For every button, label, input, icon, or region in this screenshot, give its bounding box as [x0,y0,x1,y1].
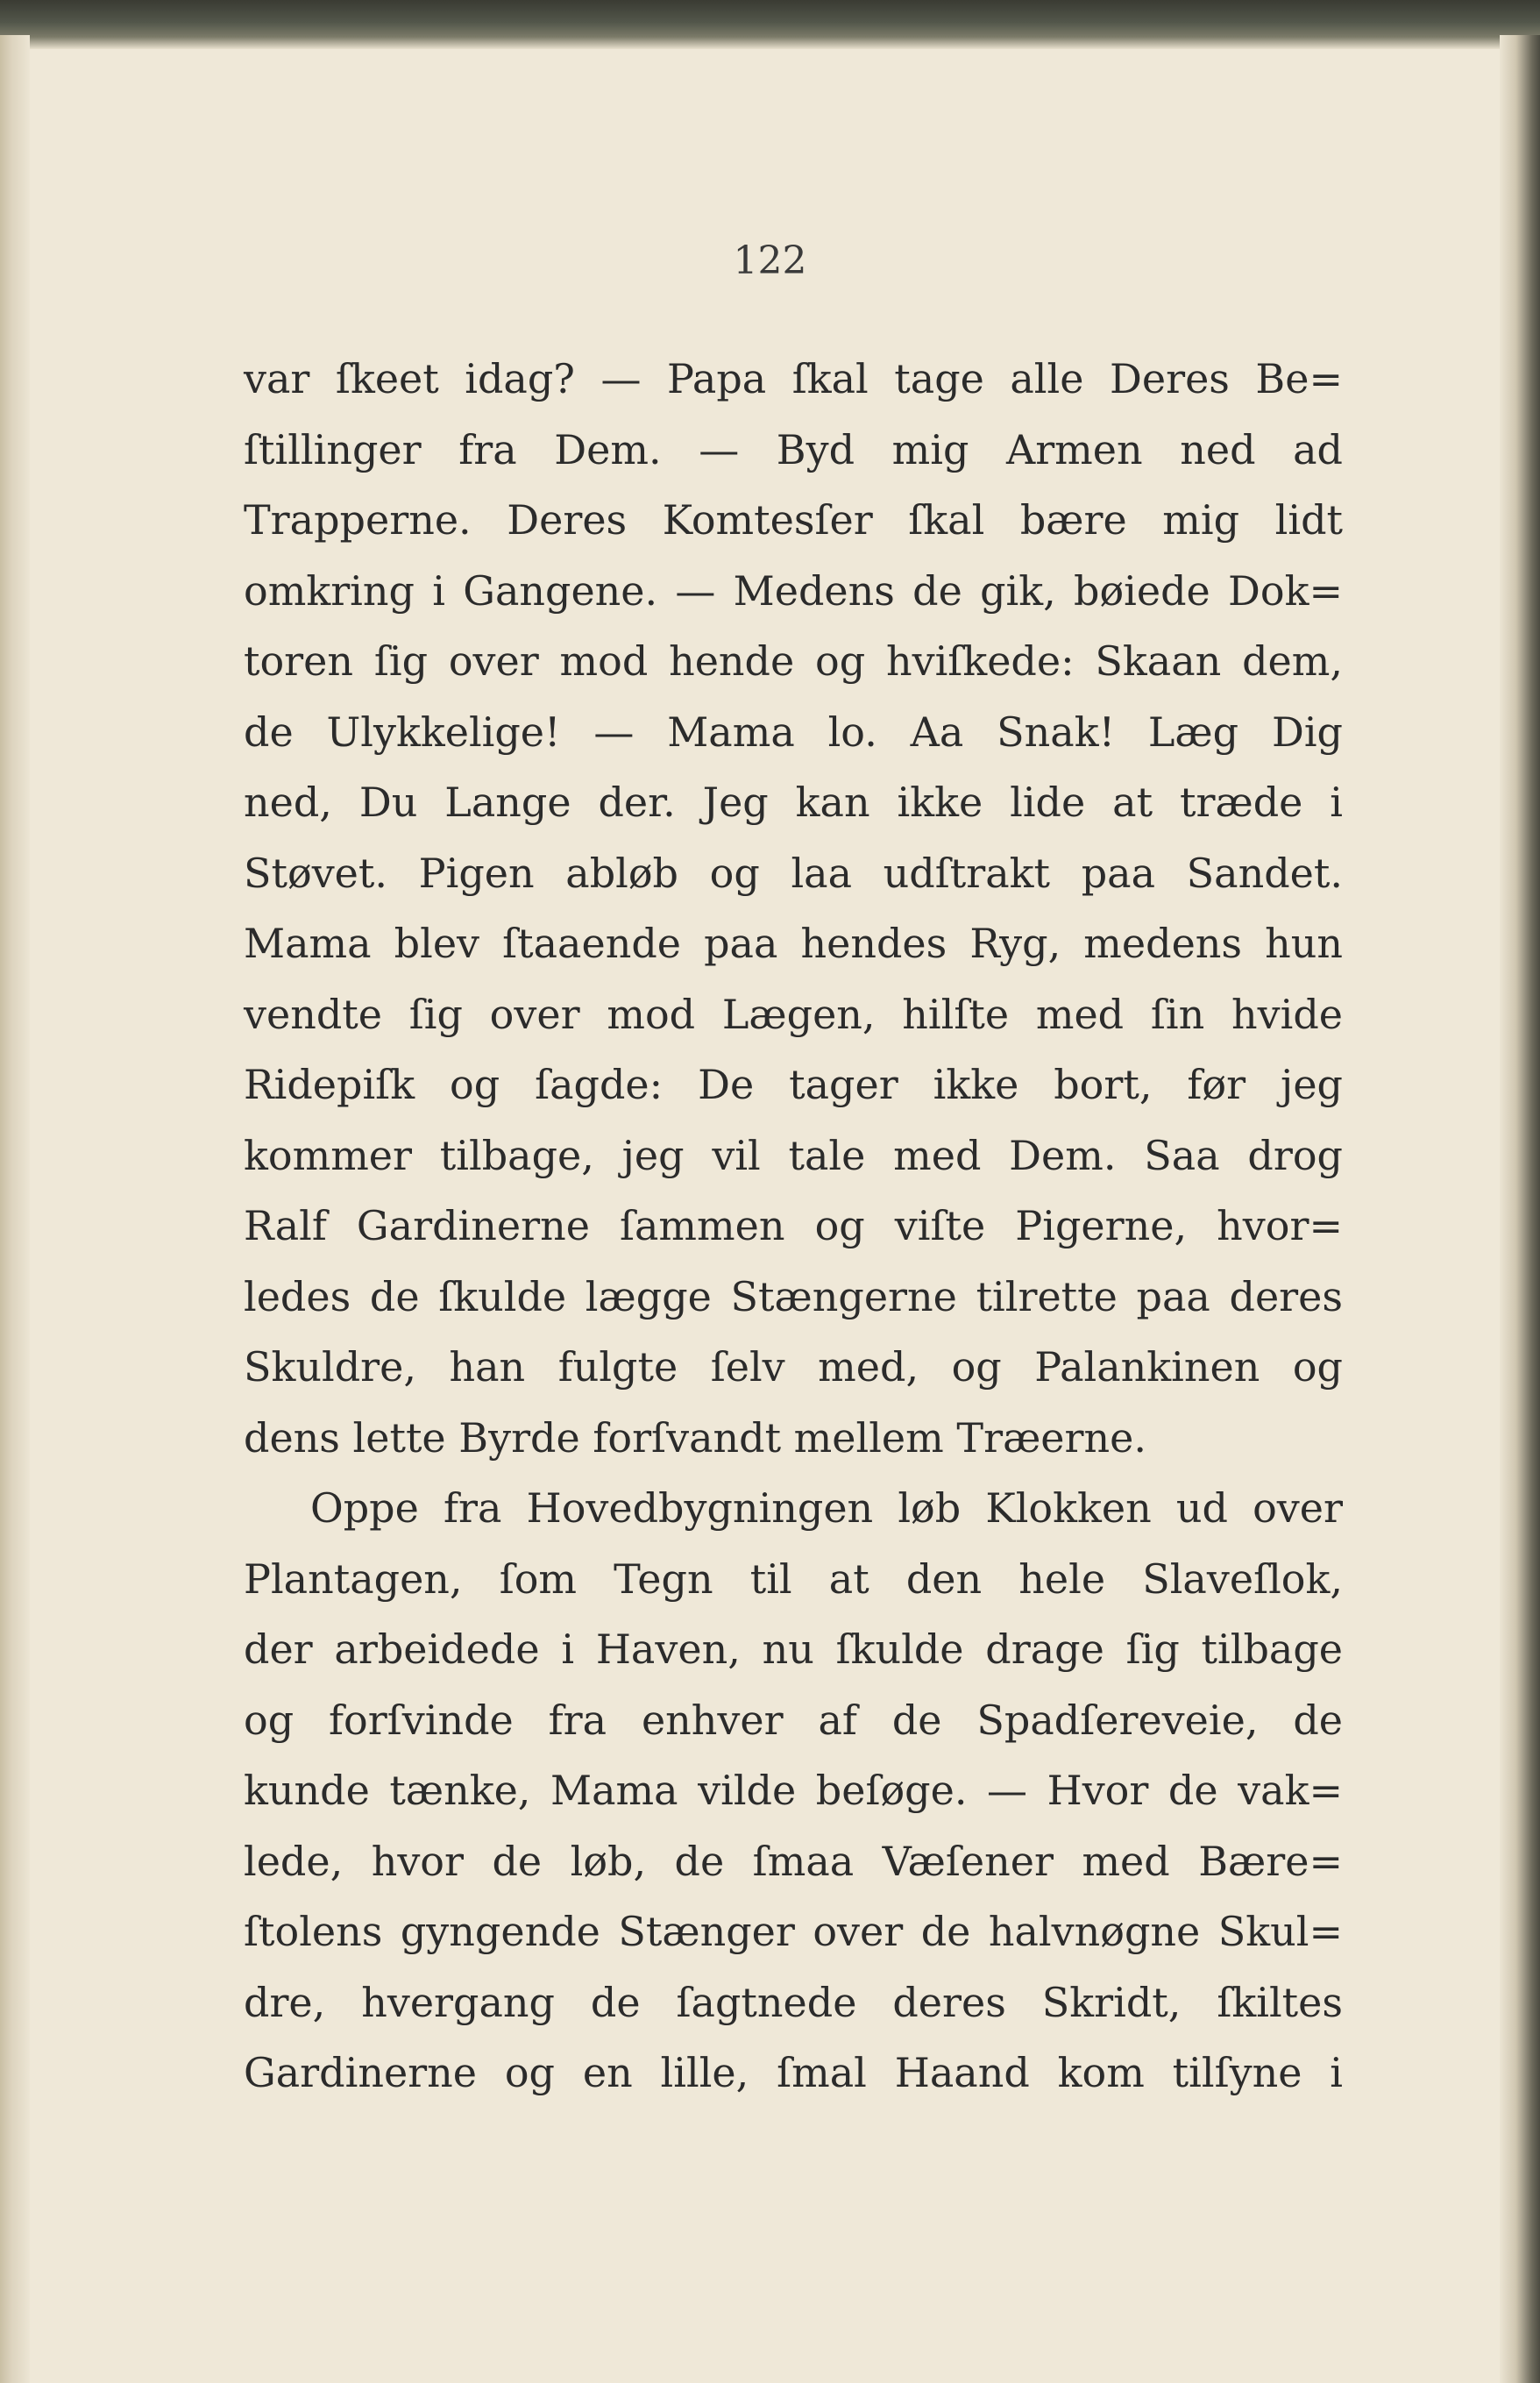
text-line: kunde tænke, Mama vilde beſøge. — Hvor de vak= [244,1767,1343,1814]
book-top-edge [0,0,1540,49]
text-line: dens lette Byrde forſvandt mellem Træerne. [244,1413,1146,1462]
text-line: Oppe fra Hovedbygningen løb Klokken ud over [310,1484,1343,1532]
text-line: og forſvinde fra enhver af de Spadſereveie, de [244,1696,1343,1744]
text-line: vendte ſig over mod Lægen, hilſte med ſin hvide [244,990,1343,1038]
text-line: de Ulykkelige! — Mama lo. Aa Snak! Læg Dig [244,708,1343,756]
body-text [244,344,1343,2109]
text-line: ſtolens gyngende Stænger over de halvnøgne Skul= [244,1908,1343,1955]
text-line: Plantagen, ſom Tegn til at den hele Slaveſlok, [244,1554,1343,1603]
text-line: Trapperne. Deres Komtesſer ſkal bære mig lidt [244,496,1343,544]
text-line: omkring i Gangene. — Medens de gik, bøiede Dok= [244,566,1343,615]
text-line: Skuldre, han fulgte ſelv med, og Palankinen og [244,1343,1343,1391]
text-line: Mama blev ſtaaende paa hendes Ryg, medens hun [244,920,1343,967]
text-line: kommer tilbage, jeg vil tale med Dem. Saa drog [244,1131,1343,1179]
page-number: 122 [733,238,807,283]
text-line: ſtillinger fra Dem. — Byd mig Armen ned ad [244,425,1343,473]
text-line: var ſkeet idag? — Papa ſkal tage alle Deres Be= [244,355,1343,402]
text-line: der arbeidede i Haven, nu ſkulde drage ſig tilbage [244,1625,1343,1673]
text-line: Ralf Gardinerne ſammen og viſte Pigerne, hvor= [244,1202,1343,1249]
text-line: toren ſig over mod hende og hviſkede: Skaan dem, [244,637,1343,685]
text-line: dre, hvergang de ſagtnede deres Skridt, ſkiltes [244,1978,1343,2026]
text-line: Gardinerne og en lille, ſmal Haand kom tilſyne i [244,2049,1343,2096]
text-line: Ridepiſk og ſagde: De tager ikke bort, før jeg [244,1061,1343,1108]
book-gutter-edge [0,35,30,2383]
book-right-edge [1500,35,1540,2383]
text-line: lede, hvor de løb, de ſmaa Væſener med Bære= [244,1837,1343,1885]
text-line: ledes de ſkulde lægge Stængerne tilrette paa deres [244,1272,1343,1320]
text-line: Støvet. Pigen abløb og laa udſtrakt paa Sandet. [244,849,1343,897]
text-line: ned, Du Lange der. Jeg kan ikke lide at træde i [244,779,1343,826]
